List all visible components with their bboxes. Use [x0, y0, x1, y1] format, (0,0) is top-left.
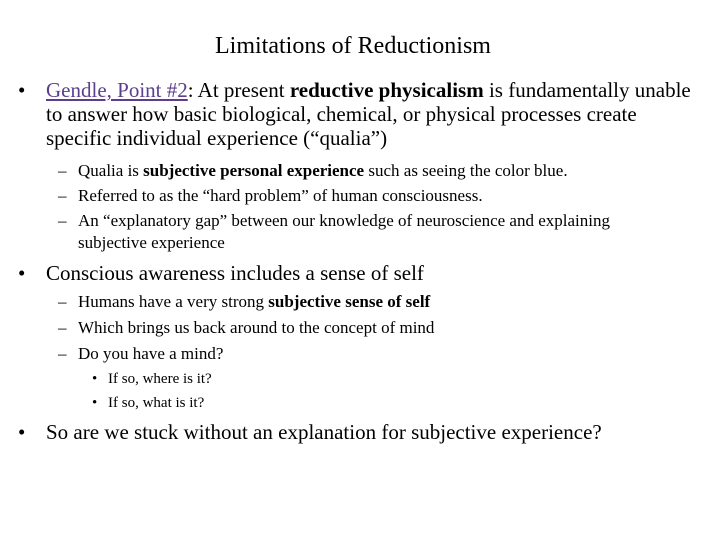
bullet-marker: •	[18, 420, 26, 444]
bullet-text: So are we stuck without an explanation for subjective experience?	[46, 420, 602, 444]
sub-bullet-text: Do you have a mind?	[78, 344, 224, 363]
dash-marker: –	[58, 344, 67, 363]
sub-sub-bullet-what	[92, 394, 668, 412]
dash-marker: –	[58, 186, 67, 205]
sub-bullet-bold-text: subjective sense of self	[268, 292, 431, 311]
small-bullet-marker: •	[92, 395, 98, 411]
bullet-text: : At present	[187, 78, 290, 102]
sub-bullet-text: Referred to as the “hard problem” of human consciousness.	[78, 186, 483, 205]
sub-bullet-qualia	[58, 160, 698, 182]
slide-title: Limitations of Reductionism	[215, 33, 491, 59]
small-bullet-marker: •	[92, 371, 98, 387]
bullet-gendle-point	[18, 78, 706, 150]
gendle-point-link[interactable]: Gendle, Point #2	[46, 78, 188, 102]
bullet-text: is fundamentally unable to answer how basic biological, chemical, or physical processes create specific individual experience (“qualia”)	[46, 78, 691, 150]
bullet-marker: •	[18, 261, 26, 285]
dash-marker: –	[58, 161, 67, 180]
sub-bullet-text: Which brings us back around to the concept of mind	[78, 318, 435, 337]
dash-marker: –	[58, 211, 67, 230]
bullet-stuck	[18, 420, 706, 444]
sub-sub-bullet-text: If so, where is it?	[108, 371, 212, 387]
dash-marker: –	[58, 318, 67, 337]
sub-bullet-concept-of-mind	[58, 317, 698, 339]
sub-bullet-text: Humans have a very strong	[78, 292, 269, 311]
sub-bullet-text: An “explanatory gap” between our knowledge of neuroscience and explaining subjective experience	[78, 211, 610, 252]
sub-bullet-explanatory-gap	[58, 210, 638, 254]
sub-sub-bullet-text: If so, what is it?	[108, 395, 205, 411]
sub-sub-bullet-where	[92, 370, 668, 388]
bullet-conscious-awareness	[18, 261, 706, 285]
sub-bullet-have-a-mind	[58, 343, 698, 365]
sub-bullet-sense-of-self	[58, 291, 698, 313]
bullet-marker: •	[18, 78, 26, 102]
sub-bullet-text: Qualia is	[78, 161, 144, 180]
sub-bullet-hard-problem	[58, 185, 698, 207]
sub-bullet-bold-text: subjective personal experience	[143, 161, 365, 180]
sub-bullet-text: such as seeing the color blue.	[364, 161, 568, 180]
bullet-text: Conscious awareness includes a sense of self	[46, 261, 424, 285]
bullet-bold-text: reductive physicalism	[289, 78, 484, 102]
dash-marker: –	[58, 292, 67, 311]
